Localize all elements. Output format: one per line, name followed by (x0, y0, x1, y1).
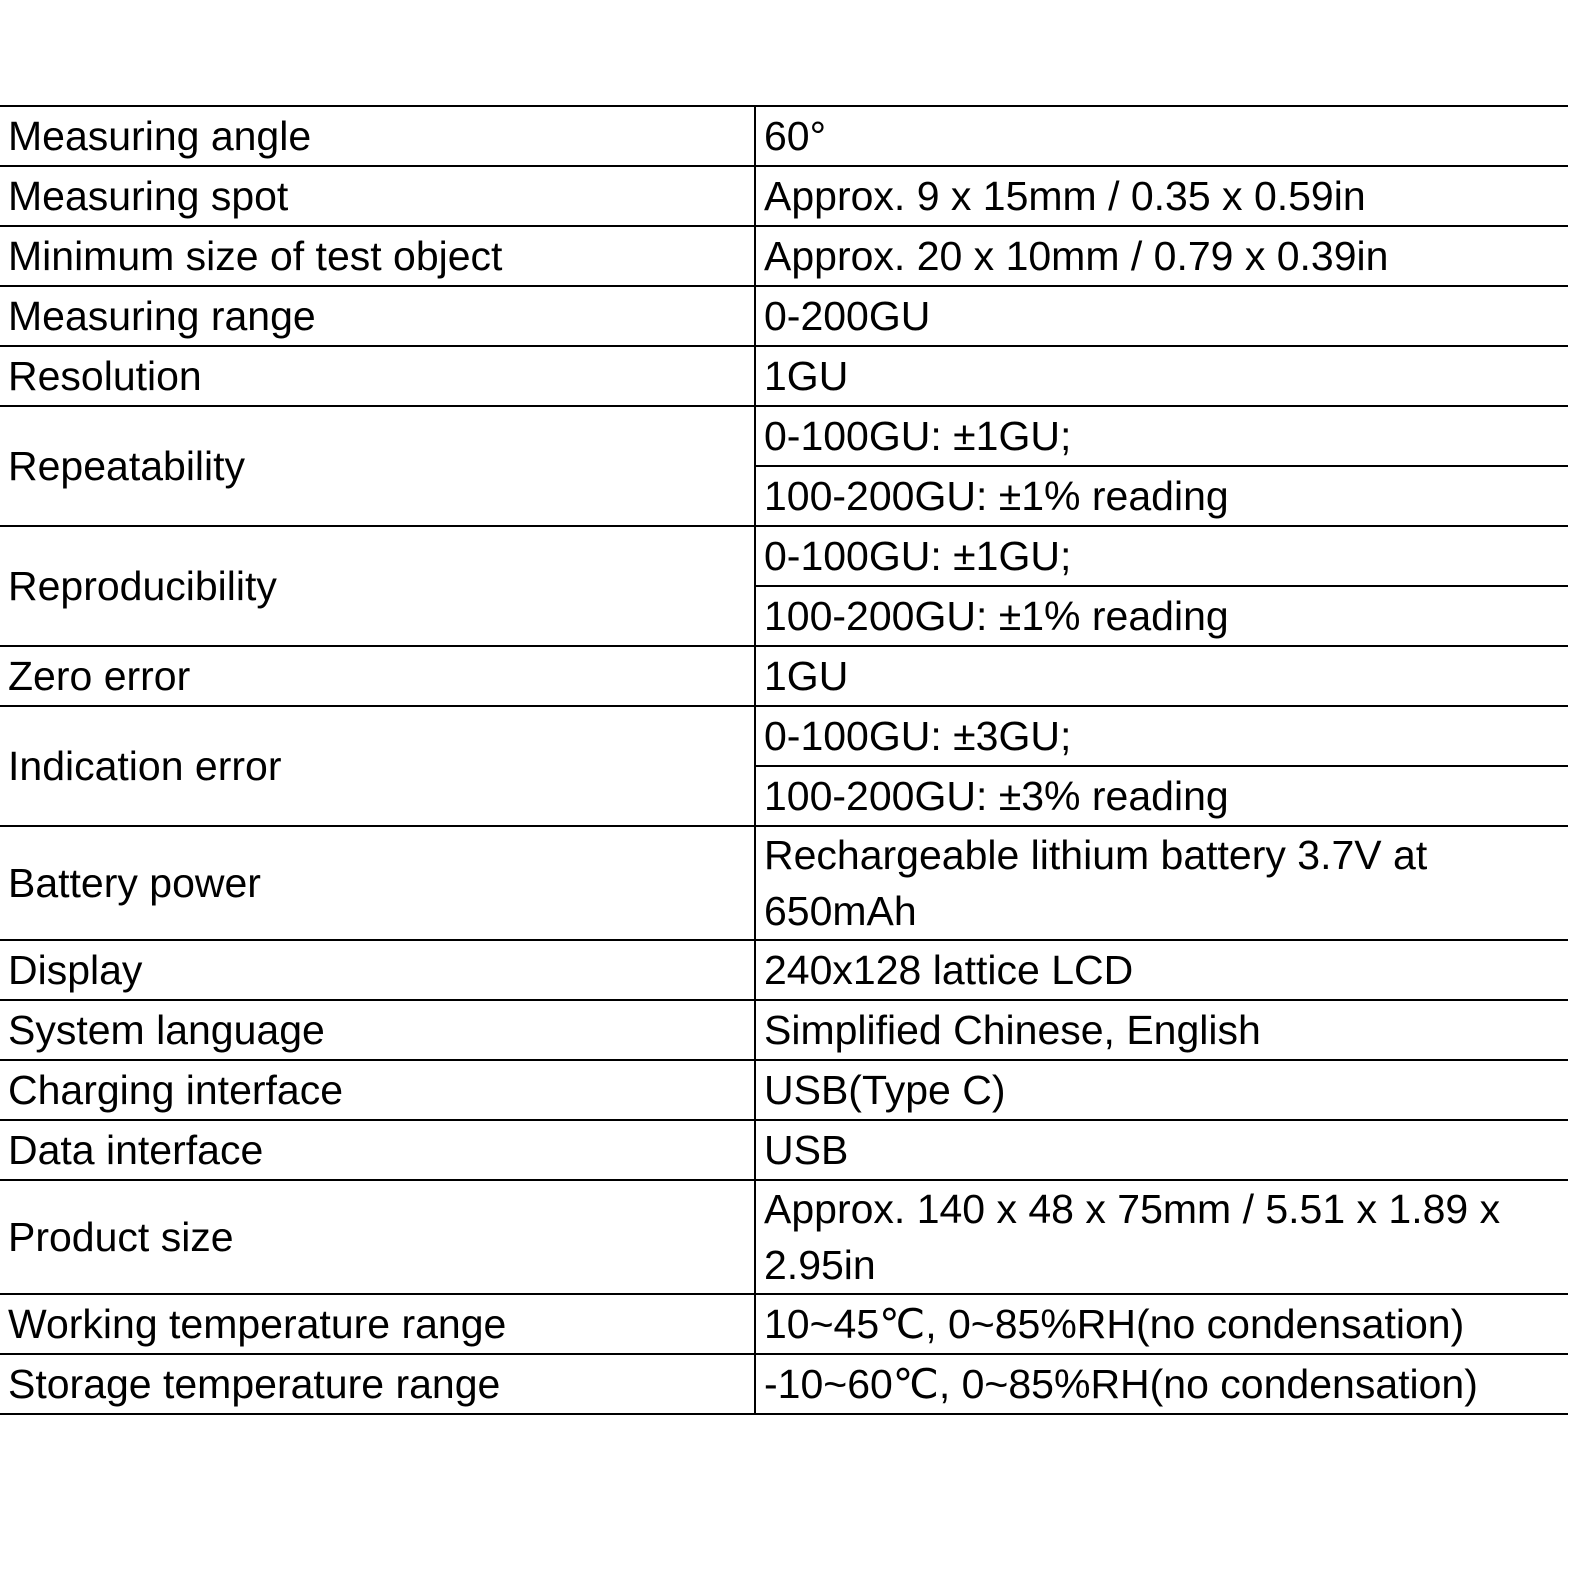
spec-row (0, 526, 1568, 586)
spec-table-body (0, 106, 1568, 1414)
spec-value: 1GU (755, 646, 1568, 706)
spec-value: 10~45℃, 0~85%RH(no condensation) (755, 1294, 1568, 1354)
spec-row (0, 286, 1568, 346)
spec-value: Rechargeable lithium battery 3.7V at 650mAh (755, 826, 1568, 940)
spec-row (0, 1294, 1568, 1354)
spec-label: Charging interface (0, 1060, 755, 1120)
spec-value: 1GU (755, 346, 1568, 406)
spec-value: Simplified Chinese, English (755, 1000, 1568, 1060)
spec-label: Reproducibility (0, 526, 755, 646)
spec-value: 100-200GU: ±3% reading (755, 766, 1568, 826)
spec-value: 100-200GU: ±1% reading (755, 466, 1568, 526)
spec-value: 60° (755, 106, 1568, 166)
spec-label: Storage temperature range (0, 1354, 755, 1414)
spec-value: 0-100GU: ±1GU; (755, 406, 1568, 466)
spec-row (0, 1354, 1568, 1414)
spec-row (0, 1060, 1568, 1120)
spec-value: 100-200GU: ±1% reading (755, 586, 1568, 646)
spec-label: Measuring spot (0, 166, 755, 226)
spec-label: Working temperature range (0, 1294, 755, 1354)
spec-label: Battery power (0, 826, 755, 940)
spec-label: Measuring range (0, 286, 755, 346)
spec-row (0, 166, 1568, 226)
spec-value: 0-200GU (755, 286, 1568, 346)
spec-row (0, 106, 1568, 166)
spec-row (0, 226, 1568, 286)
spec-value: Approx. 20 x 10mm / 0.79 x 0.39in (755, 226, 1568, 286)
spec-value: Approx. 9 x 15mm / 0.35 x 0.59in (755, 166, 1568, 226)
spec-value: USB(Type C) (755, 1060, 1568, 1120)
spec-value: USB (755, 1120, 1568, 1180)
spec-table (0, 105, 1568, 1415)
spec-label: System language (0, 1000, 755, 1060)
spec-label: Data interface (0, 1120, 755, 1180)
spec-label: Measuring angle (0, 106, 755, 166)
spec-label: Product size (0, 1180, 755, 1294)
spec-value: 240x128 lattice LCD (755, 940, 1568, 1000)
spec-row (0, 346, 1568, 406)
spec-row (0, 1000, 1568, 1060)
spec-value: -10~60℃, 0~85%RH(no condensation) (755, 1354, 1568, 1414)
spec-row (0, 706, 1568, 766)
spec-value: 0-100GU: ±3GU; (755, 706, 1568, 766)
spec-value: Approx. 140 x 48 x 75mm / 5.51 x 1.89 x 2.95in (755, 1180, 1568, 1294)
spec-label: Indication error (0, 706, 755, 826)
spec-label: Display (0, 940, 755, 1000)
spec-row (0, 646, 1568, 706)
spec-value: 0-100GU: ±1GU; (755, 526, 1568, 586)
spec-label: Resolution (0, 346, 755, 406)
spec-row (0, 826, 1568, 940)
spec-row (0, 940, 1568, 1000)
spec-label: Minimum size of test object (0, 226, 755, 286)
spec-label: Zero error (0, 646, 755, 706)
spec-row (0, 406, 1568, 466)
spec-row (0, 1180, 1568, 1294)
spec-row (0, 1120, 1568, 1180)
spec-label: Repeatability (0, 406, 755, 526)
